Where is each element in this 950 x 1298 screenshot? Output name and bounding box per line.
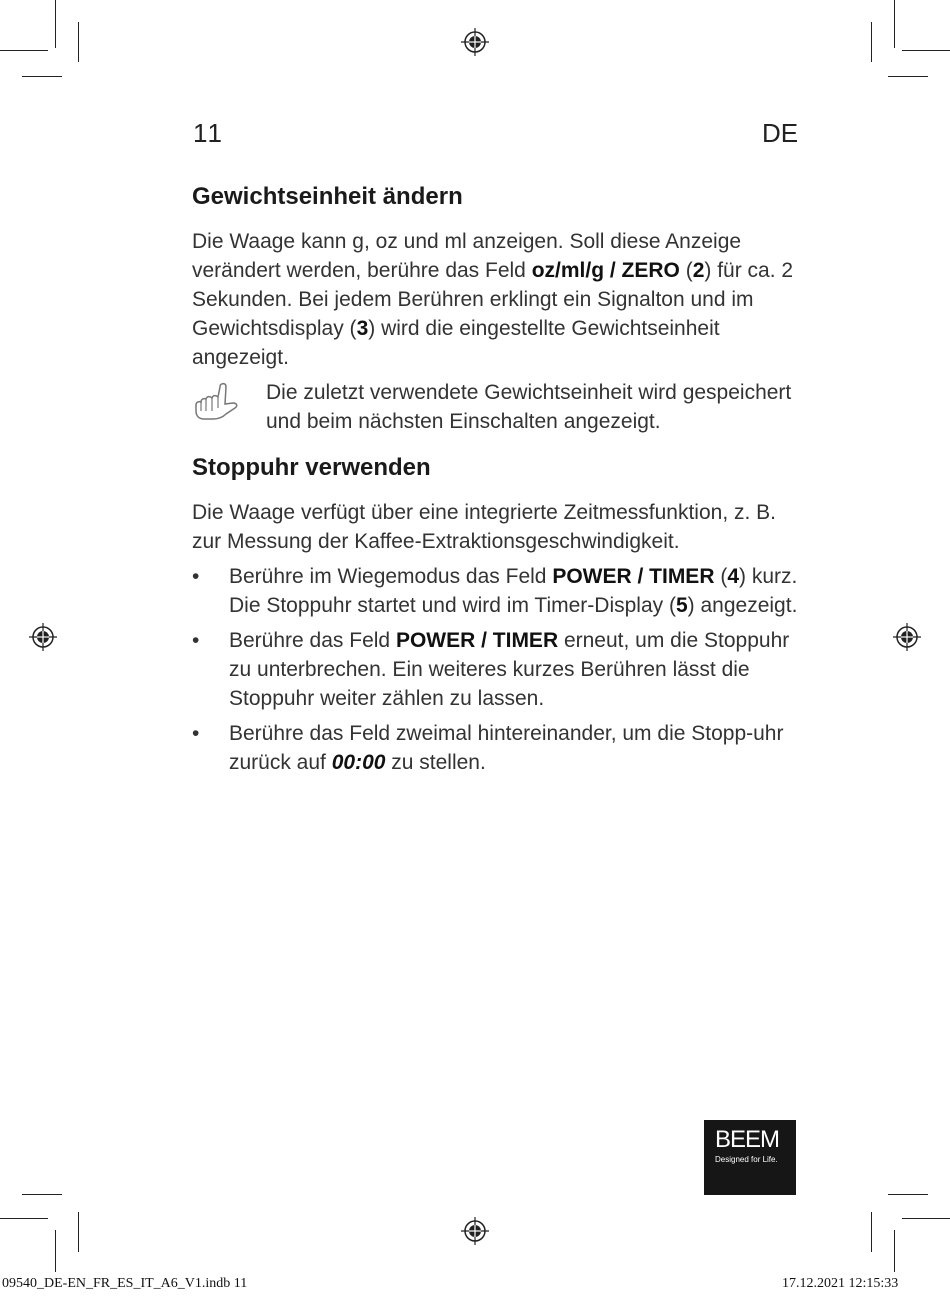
stopwatch-intro: Die Waage verfügt über eine integrierte Zeitmessfunktion, z. B. zur Messung der Kaffee-Extraktionsgeschwindigkeit. xyxy=(192,501,777,553)
weight-unit-paragraph: Die Waage kann g, oz und ml anzeigen. Soll diese Anzeige verändert werden, berühre das Feld oz/ml/g / ZERO (2) für ca. 2 Sekunden. Bei jedem Berühren erklingt ein Signalton und im Gewichtsdisplay (3) wird die eingestellte Gewichtseinheit angezeigt. xyxy=(192,230,794,369)
registration-mark-icon xyxy=(461,1217,489,1245)
crop-mark xyxy=(871,1212,872,1252)
note xyxy=(192,378,802,436)
crop-mark xyxy=(902,1218,950,1219)
page-content xyxy=(192,183,802,783)
list-item: • Berühre das Feld POWER / TIMER erneut, um die Stoppuhr zu unterbrechen. Ein weiteres kurzes Berühren lässt die Stoppuhr weiter zählen zu lassen. xyxy=(192,626,802,713)
language-code: DE xyxy=(762,118,799,148)
crop-mark xyxy=(78,1212,79,1252)
crop-mark xyxy=(22,76,62,77)
note-text: Die zuletzt verwendete Gewichtseinheit wird gespeichert und beim nächsten Einschalten angezeigt. xyxy=(266,381,792,433)
crop-mark xyxy=(78,22,79,62)
crop-mark xyxy=(0,1218,48,1219)
crop-mark xyxy=(894,1230,895,1272)
logo-wordmark: BEEM xyxy=(715,1126,780,1153)
section-title-weight-unit: Gewichtseinheit ändern xyxy=(192,183,463,210)
crop-mark xyxy=(902,50,950,51)
section-title-stopwatch: Stoppuhr verwenden xyxy=(192,454,431,481)
print-slug-file: 09540_DE-EN_FR_ES_IT_A6_V1.indb 11 xyxy=(2,1276,248,1291)
crop-mark xyxy=(55,1230,56,1272)
registration-mark-icon xyxy=(461,28,489,56)
crop-mark xyxy=(888,1194,928,1195)
registration-mark-icon xyxy=(893,623,921,651)
pointing-hand-icon xyxy=(192,378,244,430)
crop-mark xyxy=(55,0,56,48)
registration-mark-icon xyxy=(29,623,57,651)
stopwatch-steps xyxy=(192,562,802,777)
crop-mark xyxy=(0,50,48,51)
brand-logo xyxy=(704,1120,796,1195)
list-item: • Berühre im Wiegemodus das Feld POWER / TIMER (4) kurz. Die Stoppuhr startet und wird im Timer-Display (5) angezeigt. xyxy=(192,562,802,620)
print-slug-timestamp: 17.12.2021 12:15:33 xyxy=(782,1276,899,1291)
logo-tagline: Designed for Life. xyxy=(715,1155,778,1164)
page-number: 11 xyxy=(193,118,224,148)
crop-mark xyxy=(871,22,872,62)
crop-mark xyxy=(894,0,895,48)
crop-mark xyxy=(22,1194,62,1195)
crop-mark xyxy=(888,76,928,77)
list-item: • Berühre das Feld zweimal hintereinander, um die Stopp-uhr zurück auf 00:00 zu stellen. xyxy=(192,719,802,777)
